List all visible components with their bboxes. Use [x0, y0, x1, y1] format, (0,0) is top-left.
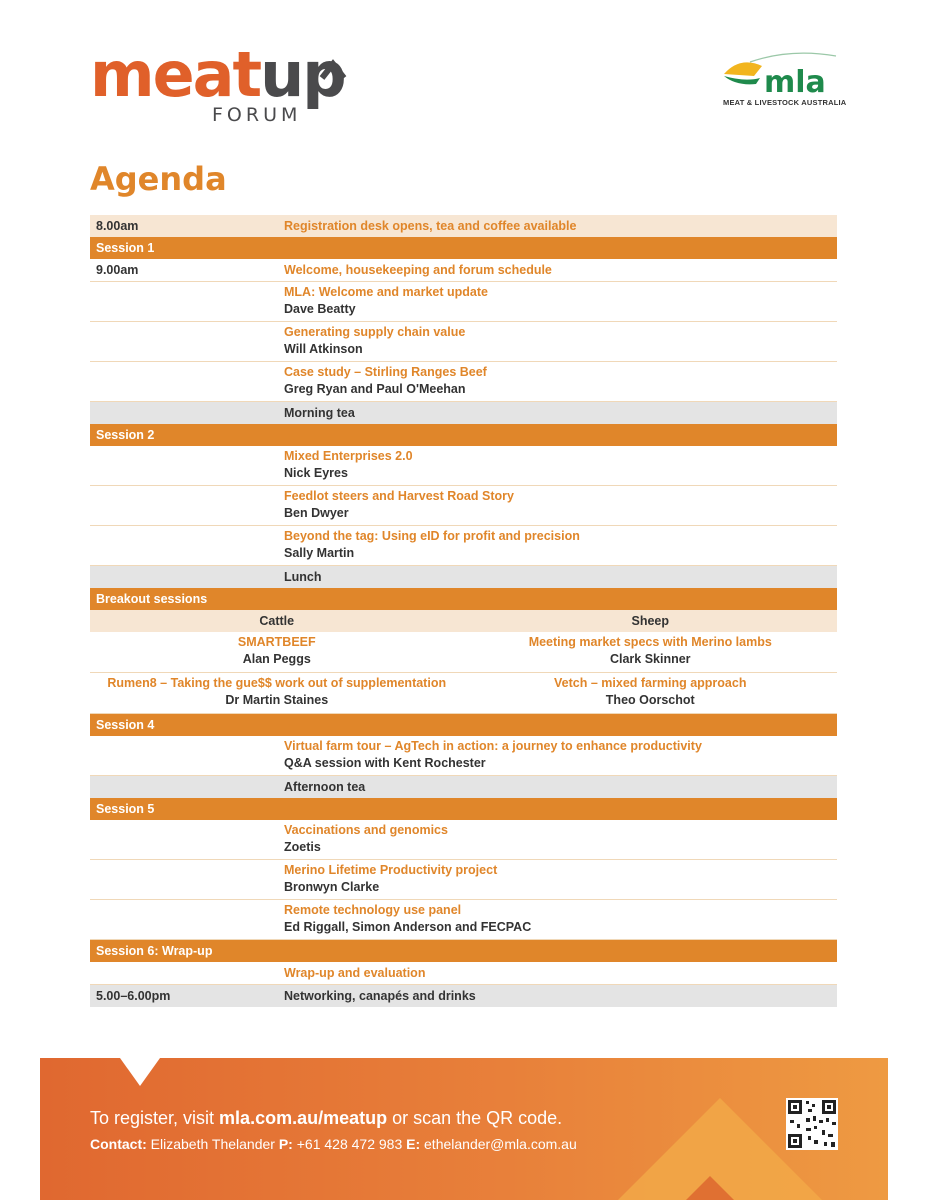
talk-speaker: Dr Martin Staines	[225, 693, 329, 707]
break-label: Lunch	[284, 570, 322, 584]
time-label: 9.00am	[96, 263, 139, 277]
agenda-table	[90, 215, 837, 1007]
talk-speaker: Dave Beatty	[284, 302, 356, 316]
session-6-header: Session 6: Wrap-up	[90, 940, 837, 962]
break-label: Morning tea	[284, 406, 355, 420]
talk-speaker: Bronwyn Clarke	[284, 880, 380, 894]
mla-tagline: MEAT & LIVESTOCK AUSTRALIA	[723, 98, 847, 107]
talk-speaker: Theo Oorschot	[605, 693, 695, 707]
agenda-row-networking	[90, 985, 837, 1007]
page-title: Agenda	[90, 160, 227, 198]
agenda-row-welcome	[90, 259, 837, 282]
agenda-row-talk	[90, 526, 837, 566]
talk-title: Generating supply chain value	[284, 325, 466, 339]
caret-up-icon	[318, 56, 348, 82]
session-1-header: Session 1	[90, 237, 837, 259]
logo-meat-text: meat	[90, 38, 261, 111]
agenda-row-talk	[90, 860, 837, 900]
register-suffix: or scan the QR code.	[387, 1108, 563, 1128]
agenda-row-talk	[90, 900, 837, 940]
session-4-header: Session 4	[90, 714, 837, 736]
logo-forum-text: FORUM	[212, 104, 302, 126]
agenda-row-talk	[90, 282, 837, 322]
agenda-item: Wrap-up and evaluation	[284, 966, 426, 980]
breakout-column-headers	[90, 610, 837, 632]
contact-name: Elizabeth Thelander	[146, 1136, 279, 1152]
talk-title: Beyond the tag: Using eID for profit and precision	[284, 529, 580, 543]
talk-title: Meeting market specs with Merino lambs	[528, 635, 772, 649]
register-text	[90, 1108, 562, 1129]
logo-up-text: up	[260, 38, 345, 111]
agenda-row-talk	[90, 736, 837, 776]
session-2-header: Session 2	[90, 424, 837, 446]
agenda-row-wrapup	[90, 962, 837, 985]
breakout-row	[90, 673, 837, 714]
agenda-row-talk	[90, 322, 837, 362]
talk-title: Case study – Stirling Ranges Beef	[284, 365, 487, 379]
contact-line	[90, 1136, 577, 1152]
meatup-forum-logo	[90, 38, 360, 130]
agenda-row-break	[90, 566, 837, 588]
talk-speaker: Ben Dwyer	[284, 506, 349, 520]
mla-logo	[720, 52, 847, 112]
breakout-header: Breakout sessions	[90, 588, 837, 610]
talk-title: Mixed Enterprises 2.0	[284, 449, 413, 463]
talk-title: Vetch – mixed farming approach	[554, 676, 747, 690]
breakout-row	[90, 632, 837, 673]
time-label: 8.00am	[96, 219, 139, 233]
email-address[interactable]: ethelander@mla.com.au	[420, 1136, 577, 1152]
agenda-item: Registration desk opens, tea and coffee available	[284, 219, 577, 233]
talk-speaker: Alan Peggs	[242, 652, 311, 666]
triangle-decoration-small	[670, 1176, 750, 1200]
talk-speaker: Zoetis	[284, 840, 321, 854]
talk-title: MLA: Welcome and market update	[284, 285, 488, 299]
footer-banner	[40, 1058, 888, 1200]
logo-wordmark	[90, 38, 345, 111]
talk-speaker: Sally Martin	[284, 546, 355, 560]
email-label: E:	[406, 1136, 421, 1152]
agenda-row-break	[90, 776, 837, 798]
register-link[interactable]: mla.com.au/meatup	[219, 1108, 388, 1128]
talk-speaker: Ed Riggall, Simon Anderson and FECPAC	[284, 920, 532, 934]
talk-title: Remote technology use panel	[284, 903, 462, 917]
talk-speaker: Q&A session with Kent Rochester	[284, 756, 486, 770]
talk-title: Rumen8 – Taking the gue$$ work out of supplementation	[107, 676, 447, 690]
register-prefix: To register, visit	[90, 1108, 220, 1128]
agenda-item: Networking, canapés and drinks	[284, 989, 476, 1003]
contact-label: Contact:	[90, 1136, 147, 1152]
notch-decoration	[120, 1058, 160, 1086]
talk-speaker: Nick Eyres	[284, 466, 348, 480]
mla-wordmark: mla	[764, 65, 826, 98]
cattle-column-header: Cattle	[259, 614, 295, 628]
talk-title: Merino Lifetime Productivity project	[284, 863, 498, 877]
agenda-row-talk	[90, 446, 837, 486]
break-label: Afternoon tea	[284, 780, 366, 794]
qr-code-icon[interactable]	[786, 1098, 838, 1150]
session-5-header: Session 5	[90, 798, 837, 820]
sheep-column-header: Sheep	[631, 614, 669, 628]
time-label: 5.00–6.00pm	[96, 989, 171, 1003]
phone-number[interactable]: +61 428 472 983	[292, 1136, 407, 1152]
agenda-row-talk	[90, 820, 837, 860]
agenda-row-talk	[90, 362, 837, 402]
talk-title: Vaccinations and genomics	[284, 823, 448, 837]
agenda-row-break	[90, 402, 837, 424]
talk-speaker: Will Atkinson	[284, 342, 363, 356]
talk-title: SMARTBEEF	[237, 635, 316, 649]
talk-title: Virtual farm tour – AgTech in action: a journey to enhance productivity	[284, 739, 702, 753]
talk-speaker: Greg Ryan and Paul O'Meehan	[284, 382, 466, 396]
agenda-row-talk	[90, 486, 837, 526]
mla-sun-icon	[720, 52, 840, 98]
agenda-row-registration	[90, 215, 837, 237]
agenda-item: Welcome, housekeeping and forum schedule	[284, 263, 552, 277]
talk-speaker: Clark Skinner	[609, 652, 691, 666]
phone-label: P:	[278, 1136, 293, 1152]
talk-title: Feedlot steers and Harvest Road Story	[284, 489, 514, 503]
